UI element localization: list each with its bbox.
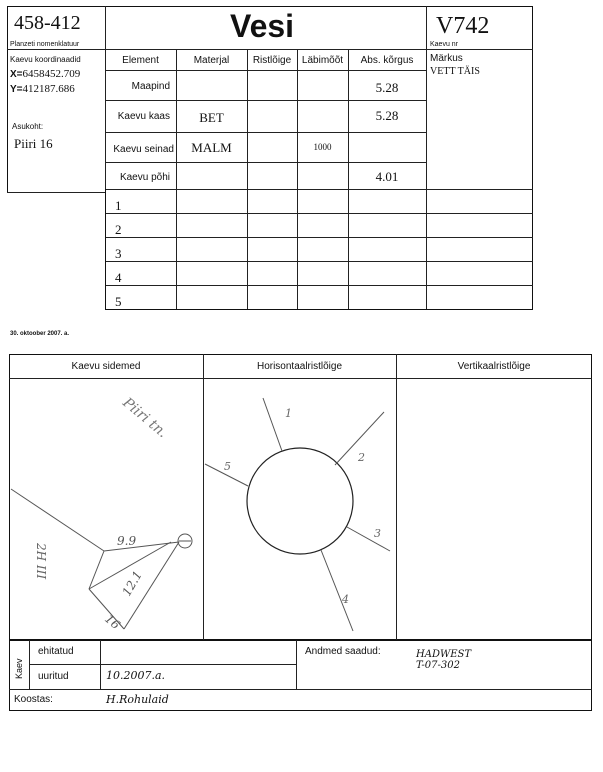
header-divider-right [426, 6, 427, 189]
table-row-line [105, 189, 533, 190]
built-label: ehitatud [38, 646, 74, 657]
table-cell-diameter: 1000 [313, 142, 332, 152]
footer-row-line [29, 664, 296, 665]
table-row-line [105, 70, 426, 71]
page-title: Vesi [230, 8, 295, 44]
dim-diag: 12.1 [119, 568, 145, 599]
pipe-row-line [105, 213, 533, 214]
footer-middle-divider [296, 640, 297, 689]
col-header-height: Abs. kõrgus [360, 55, 414, 66]
footer-label-divider [100, 640, 101, 689]
section-title-horizontal: Horisontaalristlõige [256, 361, 343, 372]
pipe-4-line [321, 550, 353, 631]
date-text: 30. oktoober 2007. a. [10, 331, 70, 337]
pipe-number: 1 [115, 198, 122, 213]
pipe-3-line [347, 527, 390, 551]
table-row-line [105, 100, 426, 101]
data-source-code: T-07-302 [416, 660, 460, 671]
table-cell-material: BET [199, 110, 224, 125]
pipe-number: 4 [115, 270, 122, 285]
table-row-line [105, 132, 426, 133]
horizontal-section-drawing [203, 379, 396, 639]
pipe-number: 2 [115, 222, 122, 237]
table-cell-height: 4.01 [375, 169, 399, 184]
table-cell-element: Kaevu põhi [119, 172, 170, 183]
street-label: Piiri tn. [119, 394, 171, 442]
plan-label: Planzeti nomenklatuur [10, 41, 80, 48]
pipe-number-1: 1 [285, 407, 292, 420]
pipe-1-line [263, 398, 282, 451]
plan-box-divider [7, 49, 105, 50]
footer-side-label: Kaev [14, 658, 24, 679]
col-header-material: Materjal [193, 55, 230, 66]
pipe-number: 3 [115, 246, 122, 261]
well-number: V742 [436, 13, 490, 39]
col-header-diameter: Läbimõõt [301, 55, 344, 66]
sketch-line [89, 551, 104, 589]
left-margin [6, 193, 105, 316]
location-value: Piiri 16 [14, 136, 53, 151]
footer-row-line [9, 689, 592, 690]
pipe-number-4: 4 [342, 593, 349, 606]
data-source-value: HADWEST [416, 649, 472, 660]
surveyed-value: 10.2007.a. [106, 669, 166, 682]
pipe-row-line [105, 237, 533, 238]
footer-frame [9, 640, 592, 711]
connections-sketch [9, 379, 203, 639]
pipe-row-line [105, 261, 533, 262]
pipe-number-5: 5 [224, 460, 231, 473]
table-cell-element: Maapind [131, 81, 170, 92]
author-label: Koostas: [14, 694, 53, 705]
well-circle [247, 448, 353, 554]
house-label: 2H III [34, 543, 48, 580]
section-title-connections: Kaevu sidemed [71, 361, 141, 372]
remark-value: VETT TÄIS [430, 66, 480, 77]
table-col-line [297, 49, 298, 309]
y-coordinate: Y=412187.686 [10, 83, 75, 95]
col-header-section: Ristlõige [252, 55, 292, 66]
dim-top: 9.9 [117, 534, 137, 548]
pipe-number: 5 [115, 294, 122, 309]
section-title-vertical: Vertikaalristlõige [457, 361, 531, 372]
table-cell-material: MALM [191, 140, 232, 155]
bottom-cover [105, 310, 535, 316]
col-header-element: Element [122, 55, 159, 66]
pipe-number-3: 3 [374, 527, 381, 540]
sketch-line [11, 489, 104, 551]
table-cell-height: 5.28 [375, 108, 399, 123]
pipe-number-2: 2 [358, 451, 365, 464]
pipe-row-line [105, 285, 533, 286]
pipe-left-border [105, 189, 106, 315]
table-col-line [426, 189, 427, 309]
author-value: H.Rohulaid [106, 693, 169, 706]
plan-number: 458-412 [14, 12, 81, 34]
sections-divider [396, 354, 397, 640]
table-cell-element: Kaevu kaas [117, 111, 170, 122]
dim-bottom: 16 [102, 611, 123, 633]
header-divider-bottom [105, 49, 533, 50]
table-cell-element: Kaevu seinad [113, 144, 174, 155]
table-row-line [105, 162, 426, 163]
table-col-line [247, 49, 248, 309]
surveyed-label: uuritud [38, 671, 69, 682]
data-source-label: Andmed saadud: [305, 646, 381, 657]
well-label: Kaevu nr [430, 41, 459, 48]
remark-label: Märkus [430, 53, 463, 64]
table-col-line [176, 49, 177, 309]
x-coordinate: X=6458452.709 [10, 68, 81, 80]
location-label: Asukoht: [12, 122, 44, 131]
coordinates-label: Kaevu koordinaadid [10, 55, 81, 64]
table-cell-height: 5.28 [375, 80, 399, 95]
